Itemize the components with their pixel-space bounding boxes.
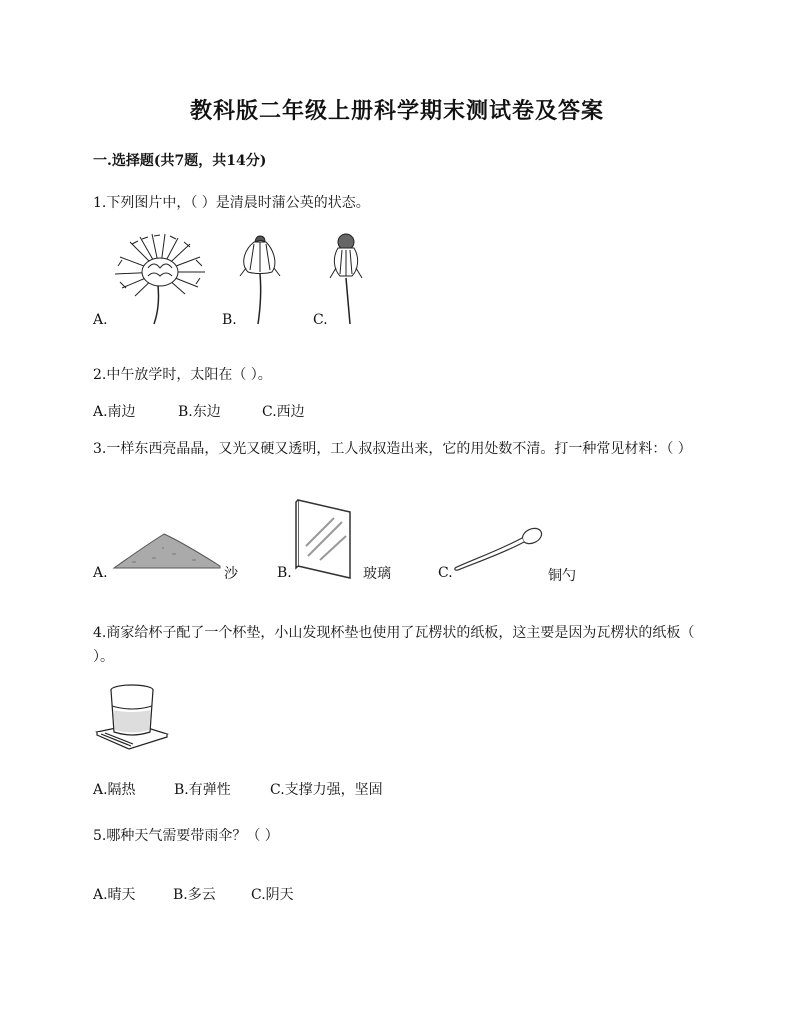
dandelion-open-flower-image bbox=[110, 232, 210, 327]
question-3-option-c[interactable]: C. bbox=[438, 565, 453, 581]
section-heading: 一.选择题(共7题，共14分) bbox=[93, 153, 267, 169]
question-5-text: 5.哪种天气需要带雨伞？（ ） bbox=[93, 828, 279, 844]
page-title: 教科版二年级上册科学期末测试卷及答案 bbox=[189, 98, 604, 124]
question-5-option-c[interactable]: C.阴天 bbox=[251, 887, 294, 903]
question-4-text: 4.商家给杯子配了一个杯垫，小山发现杯垫也使用了瓦楞状的纸板，这主要是因为瓦楞状的纸板（ ）。 bbox=[93, 625, 695, 665]
question-2-option-a[interactable]: A.南边 bbox=[93, 404, 136, 420]
dandelion-half-closed-image bbox=[326, 232, 366, 327]
question-1-text: 1.下列图片中，（ ）是清晨时蒲公英的状态。 bbox=[93, 195, 370, 211]
question-3-caption-sand: 沙 bbox=[224, 566, 238, 582]
question-2-text: 2.中午放学时，太阳在（ ）。 bbox=[93, 367, 272, 383]
question-4-option-c[interactable]: C.支撑力强，坚固 bbox=[270, 782, 383, 798]
question-2-option-c[interactable]: C.西边 bbox=[262, 404, 305, 420]
dandelion-closed-bud-image bbox=[236, 232, 286, 327]
metal-spoon-image bbox=[452, 524, 544, 574]
question-5-option-a[interactable]: A.晴天 bbox=[93, 887, 136, 903]
question-1-option-b[interactable]: B. bbox=[222, 312, 237, 328]
question-3-option-a[interactable]: A. bbox=[93, 565, 108, 581]
question-4-option-a[interactable]: A.隔热 bbox=[93, 782, 136, 798]
question-4-option-b[interactable]: B.有弹性 bbox=[174, 782, 231, 798]
question-3-caption-spoon: 铜勺 bbox=[548, 568, 576, 584]
glass-pane-image bbox=[294, 496, 354, 580]
sand-pile-image bbox=[112, 528, 222, 570]
question-1-option-c[interactable]: C. bbox=[313, 312, 328, 328]
question-3-text: 3.一样东西亮晶晶，又光又硬又透明，工人叔叔造出来，它的用处数不清。打一种常见材料：（ ） bbox=[93, 441, 692, 457]
question-2-option-b[interactable]: B.东边 bbox=[178, 404, 221, 420]
question-3-caption-glass: 玻璃 bbox=[363, 566, 391, 582]
cup-on-coaster-image bbox=[95, 682, 170, 750]
question-1-option-a[interactable]: A. bbox=[93, 312, 108, 328]
question-3-option-b[interactable]: B. bbox=[277, 565, 292, 581]
question-5-option-b[interactable]: B.多云 bbox=[173, 887, 216, 903]
